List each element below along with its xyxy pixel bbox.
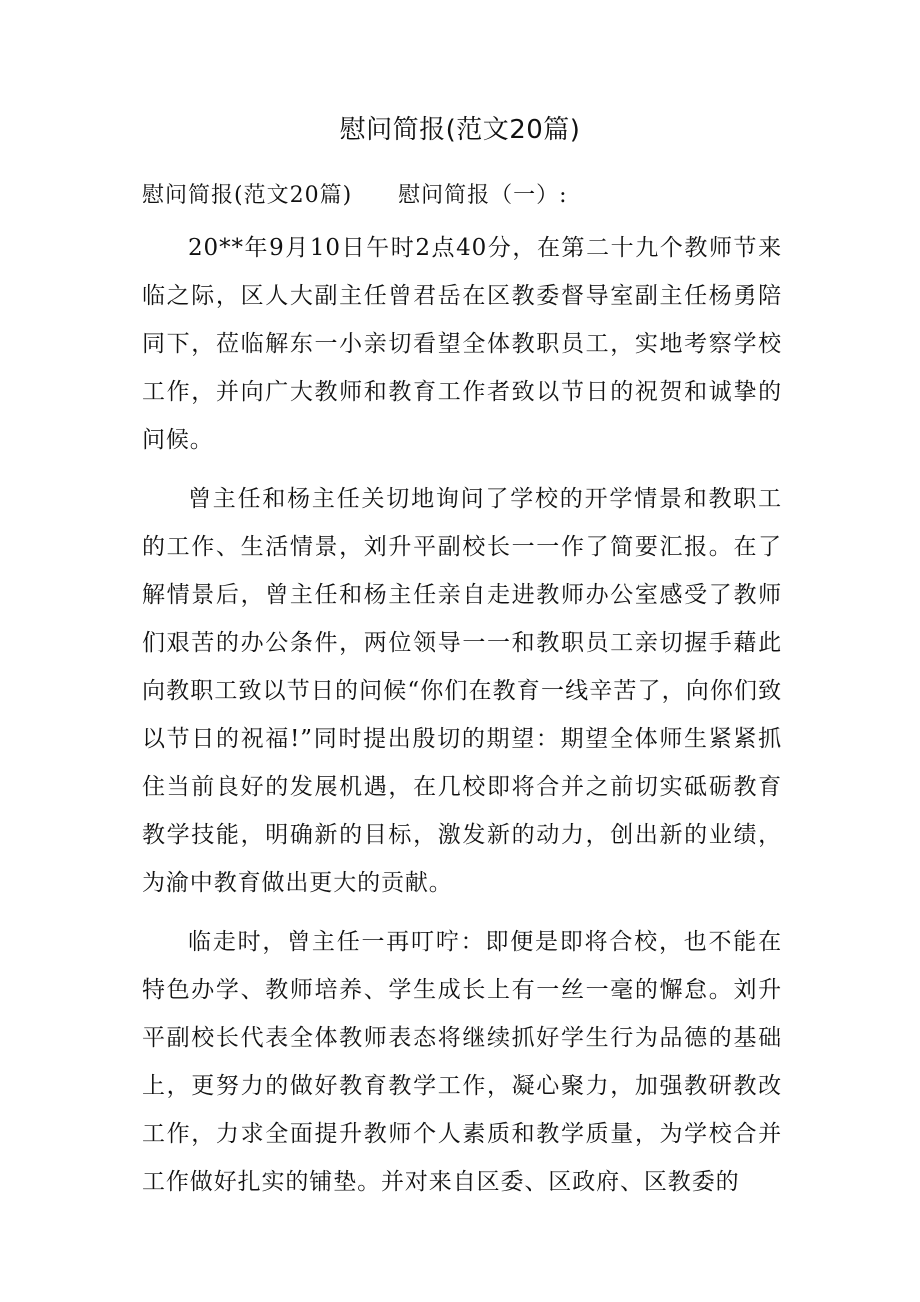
body-paragraph-3: 临走时，曾主任一再叮咛：即便是即将合校，也不能在特色办学、教师培养、学生成长上有一丝一毫的懈怠。刘升平副校长代表全体教师表态将继续抓好学生行为品德的基础上，更努力的做好教育教学工作，凝心聚力，加强教研教改工作，力求全面提升教师个人素质和教学质量，为学校合并工作做好扎实的铺垫。并对来自区委、区政府、区教委的	[142, 929, 782, 1195]
body-paragraph-2: 曾主任和杨主任关切地询问了学校的开学情景和教职工的工作、生活情景，刘升平副校长一一作了简要汇报。在了解情景后，曾主任和杨主任亲自走进教师办公室感受了教师们艰苦的办公条件，两位领导一一和教职员工亲切握手藉此向教职工致以节日的问候“你们在教育一线辛苦了，向你们致以节日的祝福!”同时提出殷切的期望：期望全体师生紧紧抓住当前良好的发展机遇，在几校即将合并之前切实砥砺教育教学技能，明确新的目标，激发新的动力，创出新的业绩，为渝中教育做出更大的贡献。	[142, 486, 782, 896]
document-subheading	[142, 176, 782, 216]
subheading-part-title: 慰问简报（一）:	[398, 183, 568, 208]
body-paragraph-1: 20**年9月10日午时2点40分，在第二十九个教师节来临之际，区人大副主任曾君岳在区教委督导室副主任杨勇陪同下，莅临解东一小亲切看望全体教职员工，实地考察学校工作，并向广大教师和教育工作者致以节日的祝贺和诚挚的问候。	[142, 235, 782, 453]
document-title: 慰问简报(范文20篇)	[339, 115, 581, 145]
document-body	[142, 224, 782, 1217]
subheading-series-title: 慰问简报(范文20篇)	[142, 183, 353, 208]
